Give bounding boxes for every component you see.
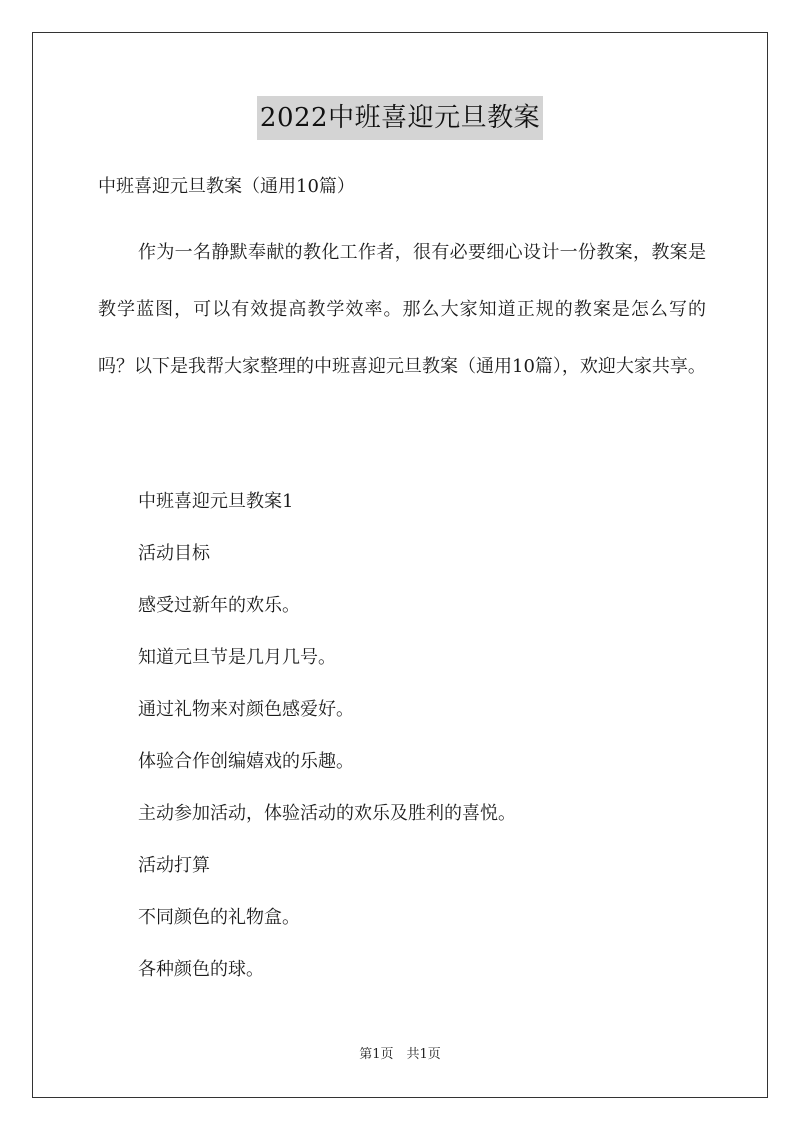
section-heading: 中班喜迎元旦教案1 — [138, 491, 294, 512]
content-line: 知道元旦节是几月几号。 — [138, 647, 336, 668]
page-footer: 第1页 共1页 — [359, 1047, 441, 1062]
content-line: 通过礼物来对颜色感爱好。 — [138, 699, 354, 720]
intro-paragraph: 作为一名静默奉献的教化工作者，很有必要细心设计一份教案，教案是教学蓝图，可以有效提高教学效率。那么大家知道正规的教案是怎么写的吗？以下是我帮大家整理的中班喜迎元旦教案（通用10篇），欢迎大家共享。 — [98, 242, 706, 377]
document-subtitle: 中班喜迎元旦教案（通用10篇） — [98, 176, 355, 197]
content-line: 活动打算 — [138, 855, 210, 876]
content-line: 活动目标 — [138, 543, 210, 564]
title-wrap — [0, 96, 800, 140]
content-line: 体验合作创编嬉戏的乐趣。 — [138, 751, 354, 772]
content-line: 主动参加活动，体验活动的欢乐及胜利的喜悦。 — [138, 803, 516, 824]
document-title: 2022中班喜迎元旦教案 — [257, 96, 543, 140]
content-line: 不同颜色的礼物盒。 — [138, 907, 300, 928]
content-line: 感受过新年的欢乐。 — [138, 595, 300, 616]
content-line: 各种颜色的球。 — [138, 959, 264, 980]
